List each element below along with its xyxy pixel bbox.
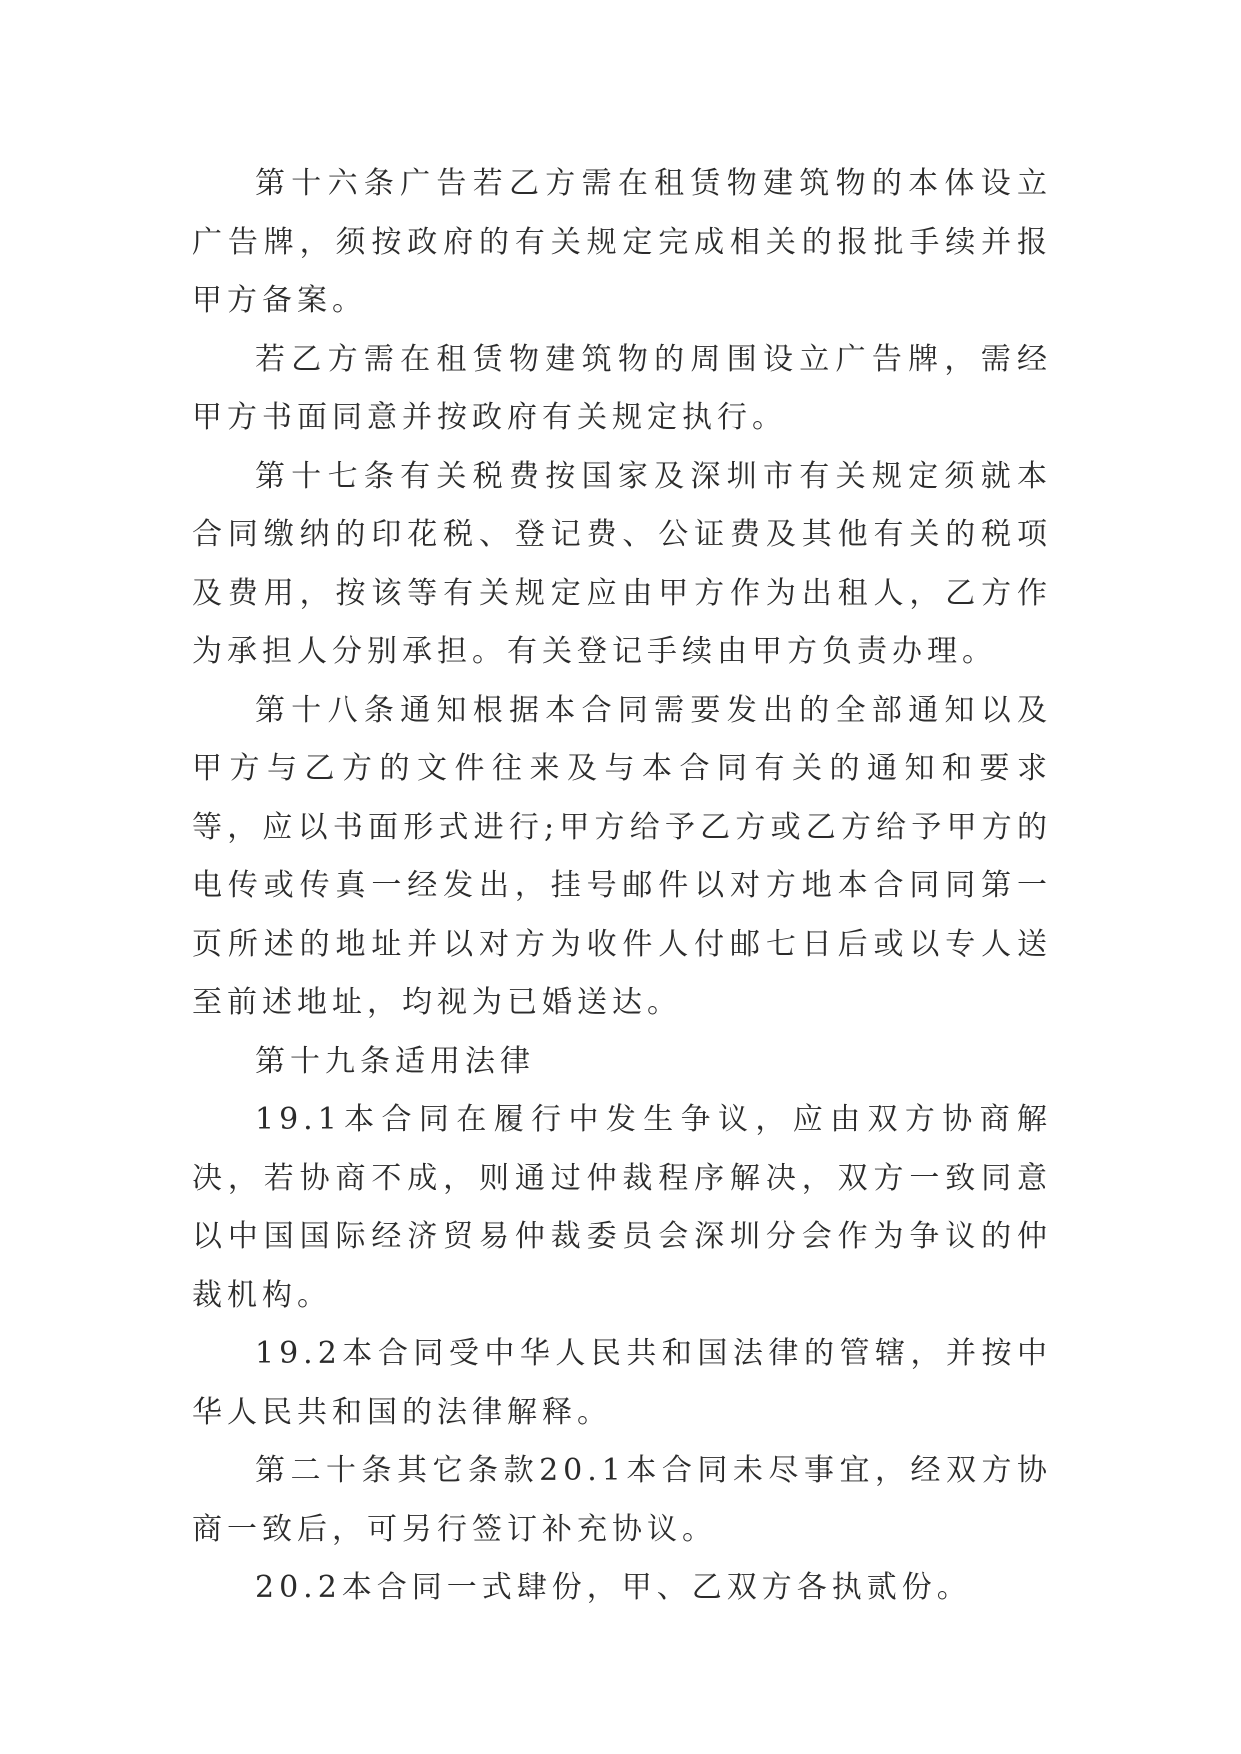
- paragraph-article-20-other: 第二十条其它条款20.1本合同未尽事宜，经双方协商一致后，可另行签订补充协议。: [192, 1453, 1052, 1547]
- paragraph-clause-19-2: 19.2本合同受中华人民共和国法律的管辖，并按中华人民共和国的法律解释。: [192, 1336, 1052, 1430]
- paragraph-article-17-taxes: 第十七条有关税费按国家及深圳市有关规定须就本合同缴纳的印花税、登记费、公证费及其他有关的税项及费用，按该等有关规定应由甲方作为出租人，乙方作为承担人分别承担。有关登记手续由甲方负责办理。: [192, 458, 1052, 669]
- paragraph-clause-19-1: 19.1本合同在履行中发生争议，应由双方协商解决，若协商不成，则通过仲裁程序解决，双方一致同意以中国国际经济贸易仲裁委员会深圳分会作为争议的仲裁机构。: [192, 1102, 1052, 1313]
- paragraph-article-18-notices: 第十八条通知根据本合同需要发出的全部通知以及甲方与乙方的文件往来及与本合同有关的通知和要求等，应以书面形式进行;甲方给予乙方或乙方给予甲方的电传或传真一经发出，挂号邮件以对方地本合同同第一页所述的地址并以对方为收件人付邮七日后或以专人送至前述地址，均视为已婚送达。: [192, 692, 1052, 1020]
- document-body: [192, 155, 1052, 1618]
- paragraph-article-19-heading: 第十九条适用法律: [255, 1043, 535, 1079]
- paragraph-clause-20-2: 20.2本合同一式肆份，甲、乙双方各执贰份。: [255, 1570, 972, 1605]
- paragraph-article-16-advertising: 第十六条广告若乙方需在租赁物建筑物的本体设立广告牌，须按政府的有关规定完成相关的报批手续并报甲方备案。: [192, 166, 1052, 318]
- paragraph-advertising-surroundings: 若乙方需在租赁物建筑物的周围设立广告牌，需经甲方书面同意并按政府有关规定执行。: [192, 341, 1052, 435]
